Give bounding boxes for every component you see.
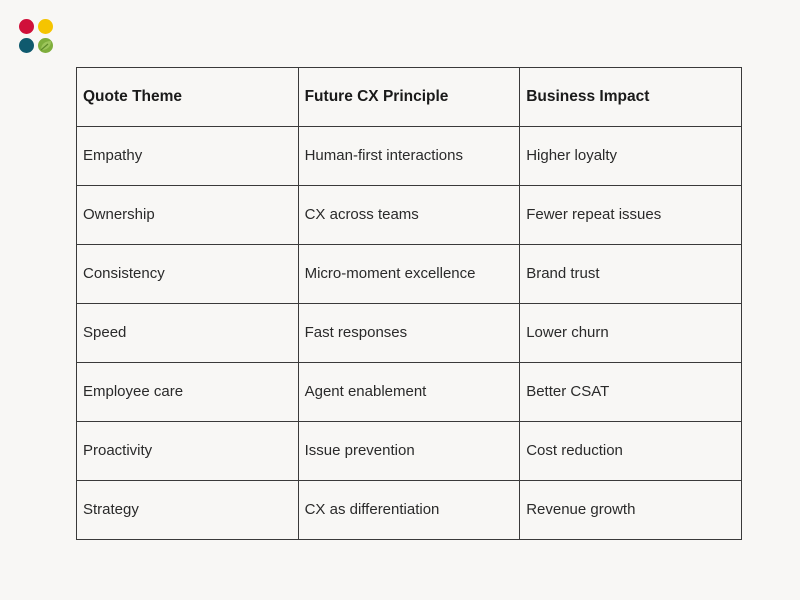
cell-business-impact: Better CSAT: [520, 363, 742, 422]
table-row: [77, 481, 742, 540]
table-row: [77, 422, 742, 481]
table-row: [77, 127, 742, 186]
table-row: [77, 186, 742, 245]
cell-quote-theme: Speed: [77, 304, 299, 363]
cell-quote-theme: Employee care: [77, 363, 299, 422]
cell-quote-theme: Consistency: [77, 245, 299, 304]
brand-logo: [19, 19, 55, 55]
cell-cx-principle: CX across teams: [298, 186, 520, 245]
cx-principles-table: [76, 67, 742, 540]
logo-leaf-icon: [38, 38, 53, 53]
cell-business-impact: Brand trust: [520, 245, 742, 304]
cell-business-impact: Cost reduction: [520, 422, 742, 481]
logo-dot-teal: [19, 38, 34, 53]
cell-cx-principle: Fast responses: [298, 304, 520, 363]
table-row: [77, 245, 742, 304]
cell-business-impact: Fewer repeat issues: [520, 186, 742, 245]
header-quote-theme: Quote Theme: [77, 68, 299, 127]
header-future-cx-principle: Future CX Principle: [298, 68, 520, 127]
cell-cx-principle: Human-first interactions: [298, 127, 520, 186]
header-business-impact: Business Impact: [520, 68, 742, 127]
cell-cx-principle: Issue prevention: [298, 422, 520, 481]
table-row: [77, 363, 742, 422]
cell-quote-theme: Strategy: [77, 481, 299, 540]
logo-dot-yellow: [38, 19, 53, 34]
cell-quote-theme: Proactivity: [77, 422, 299, 481]
cell-cx-principle: Agent enablement: [298, 363, 520, 422]
cell-business-impact: Lower churn: [520, 304, 742, 363]
cell-cx-principle: Micro-moment excellence: [298, 245, 520, 304]
cell-quote-theme: Ownership: [77, 186, 299, 245]
table-row: [77, 304, 742, 363]
cell-cx-principle: CX as differentiation: [298, 481, 520, 540]
table-header-row: [77, 68, 742, 127]
logo-dot-red: [19, 19, 34, 34]
cell-business-impact: Higher loyalty: [520, 127, 742, 186]
cell-business-impact: Revenue growth: [520, 481, 742, 540]
cell-quote-theme: Empathy: [77, 127, 299, 186]
